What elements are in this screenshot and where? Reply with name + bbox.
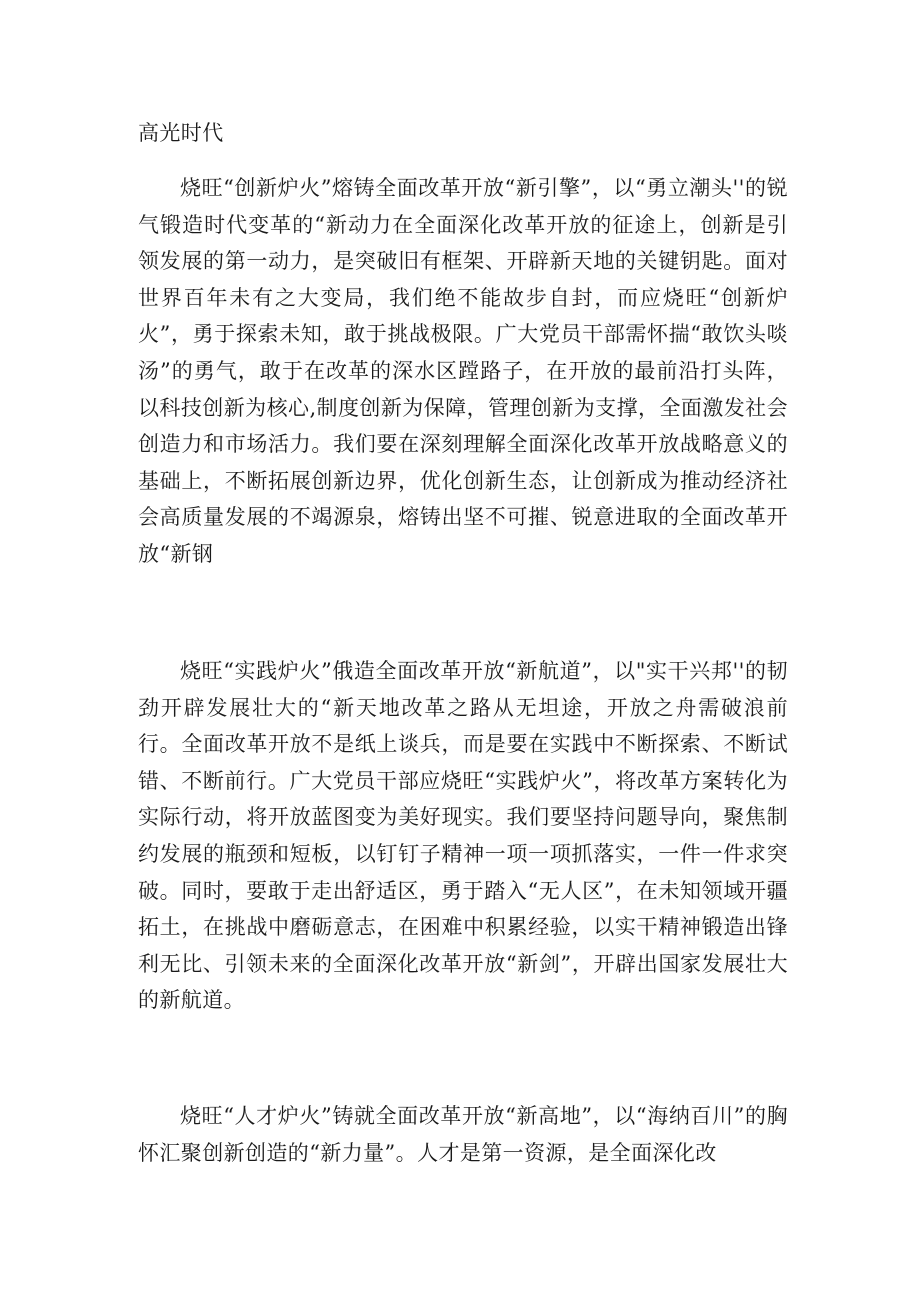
paragraph-practice bbox=[138, 653, 788, 1019]
lead-line bbox=[138, 115, 788, 152]
paragraph-talent bbox=[138, 1098, 788, 1171]
lead-text: 高光时代 bbox=[138, 121, 224, 145]
paragraph-text: 烧旺“人才炉火”铸就全面改革开放“新高地”，以“海纳百川”的胸怀汇聚创新创造的“新力量”。人才是第一资源，是全面深化改 bbox=[138, 1104, 788, 1165]
paragraph-innovation bbox=[138, 170, 788, 573]
paragraph-text: 烧旺“实践炉火”俄造全面改革开放“新航道”，以"实干兴邦''的韧劲开辟发展壮大的“新天地改革之路从无坦途，开放之舟需破浪前行。全面改革开放不是纸上谈兵，而是要在实践中不断探索、不断试错、不断前行。广大党员干部应烧旺“实践炉火”，将改革方案转化为实际行动，将开放蓝图变为美好现实。我们要坚持问题导向，聚焦制约发展的瓶颈和短板，以钉钉子精神一项一项抓落实，一件一件求突破。同时，要敢于走出舒适区，勇于踏入“无人区”，在未知领域开疆拓土，在挑战中磨砺意志，在困难中积累经验，以实干精神锻造出锋利无比、引领未来的全面深化改革开放“新剑”，开辟出国家发展壮大的新航道。 bbox=[138, 659, 788, 1013]
paragraph-text: 烧旺“创新炉火”熔铸全面改革开放“新引擎”，以“勇立潮头''的锐气锻造时代变革的“新动力在全面深化改革开放的征途上，创新是引领发展的第一动力，是突破旧有框架、开辟新天地的关键钥匙。面对世界百年未有之大变局，我们绝不能故步自封，而应烧旺“创新炉火”，勇于探索未知，敢于挑战极限。广大党员干部需怀揣“敢饮头啖汤”的勇气，敢于在改革的深水区蹚路子，在开放的最前沿打头阵，以科技创新为核心,制度创新为保障，管理创新为支撑，全面激发社会创造力和市场活力。我们要在深刻理解全面深化改革开放战略意义的基础上，不断拓展创新边界，优化创新生态，让创新成为推动经济社会高质量发展的不竭源泉，熔铸出坚不可摧、锐意进取的全面改革开放“新钢 bbox=[138, 176, 788, 566]
